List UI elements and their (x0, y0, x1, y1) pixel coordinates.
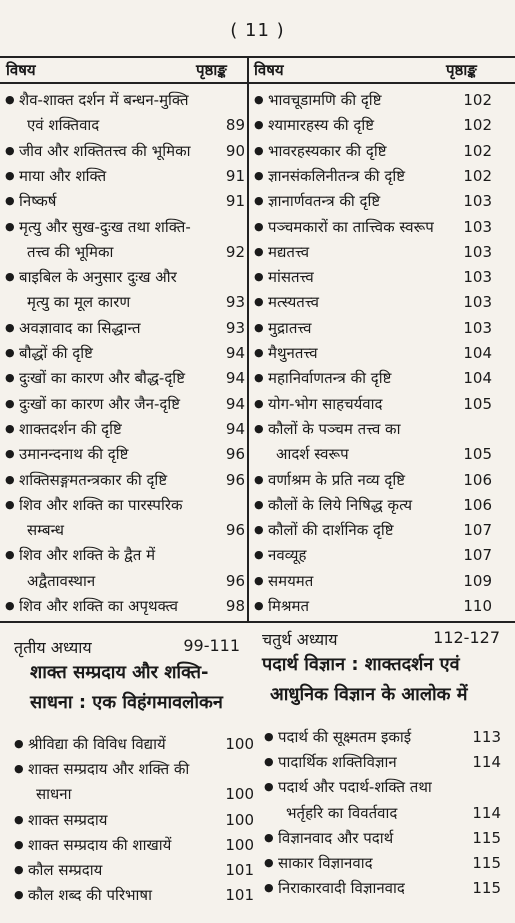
bullet-icon: ● (264, 780, 274, 794)
entry-page: 101 (225, 886, 254, 905)
entry-page: 107 (463, 546, 492, 565)
bullet-icon: ● (5, 270, 15, 284)
entry-page: 93 (225, 293, 245, 312)
entry-text: पदार्थ की सूक्ष्मतम इकाई (278, 728, 412, 746)
entry-page: 109 (463, 571, 492, 590)
entry-page: 102 (463, 91, 492, 109)
bullet-icon: ● (254, 143, 264, 157)
entry-text: शिव और शक्ति का अपृथक्त्व (19, 597, 178, 615)
entry-page: 103 (463, 293, 492, 312)
entry-text: बाइबिल के अनुसार दुःख और (19, 268, 177, 287)
entry-page: 107 (463, 521, 492, 540)
entry-page: 113 (472, 728, 501, 746)
entry-text: मिश्रमत (268, 597, 309, 615)
entry-text: दुःखों का कारण और बौद्ध-दृष्टि (19, 369, 185, 388)
bullet-icon: ● (5, 168, 15, 182)
header-top-rule (0, 56, 515, 58)
bullet-icon: ● (254, 346, 264, 359)
entry-page: 106 (463, 470, 492, 489)
entry-text: समयमत (268, 571, 314, 590)
entry-text: पादार्थिक शक्तिविज्ञान (278, 753, 397, 772)
entry-page: 105 (463, 445, 492, 464)
entry-text: ज्ञानसंकलिनीतन्त्र की दृष्टि (268, 166, 406, 185)
bullet-icon: ● (14, 762, 24, 776)
entry-page: 93 (225, 318, 245, 337)
bullet-icon: ● (5, 93, 15, 106)
entry-page: 94 (225, 394, 245, 413)
entry-text: नवव्यूह (268, 546, 307, 565)
bullet-icon: ● (5, 346, 15, 359)
entry-text: शक्तिसङ्गमतन्त्रकार की दृष्टि (19, 470, 168, 489)
bullet-icon: ● (5, 371, 15, 385)
bullet-icon: ● (254, 93, 264, 106)
bullet-icon: ● (264, 755, 274, 769)
bullet-icon: ● (5, 447, 15, 461)
bullet-icon: ● (254, 573, 264, 587)
entry-page: 105 (463, 394, 492, 413)
section-divider-rule (0, 621, 515, 623)
entry-text: शिव और शक्ति के द्वैत में (19, 546, 156, 565)
entry-text: महानिर्वाणतन्त्र की दृष्टि (268, 369, 392, 388)
entry-text: भर्तृहरि का विवर्तवाद (286, 803, 398, 822)
bullet-icon: ● (254, 194, 264, 208)
entry-page: 114 (472, 803, 501, 822)
chapter3-page-range: 99-111 (183, 636, 240, 655)
entry-page: 102 (463, 166, 492, 185)
bullet-icon: ● (14, 837, 24, 851)
entry-text: पदार्थ और पदार्थ-शक्ति तथा (278, 778, 432, 797)
entry-page: 89 (225, 116, 245, 135)
bullet-icon: ● (5, 421, 15, 435)
entry-page: 98 (225, 597, 245, 615)
entry-text: जीव और शक्तितत्त्व की भूमिका (19, 141, 191, 160)
chapter3-heading (14, 636, 240, 658)
entry-text: ज्ञानार्णवतन्त्र की दृष्टि (268, 192, 381, 211)
entry-page: 100 (225, 810, 254, 829)
entry-page: 101 (225, 861, 254, 879)
bullet-icon: ● (254, 548, 264, 562)
entry-page: 91 (225, 166, 245, 185)
entry-page: 103 (463, 318, 492, 337)
entry-page: 114 (472, 753, 501, 772)
bullet-icon: ● (254, 219, 264, 233)
bullet-icon: ● (264, 730, 274, 743)
entry-page: 106 (463, 495, 492, 514)
entry-page: 115 (472, 828, 501, 847)
bullet-icon: ● (5, 497, 15, 511)
bullet-icon: ● (254, 421, 264, 435)
entry-page: 94 (225, 344, 245, 362)
entry-page: 90 (225, 141, 245, 160)
entry-text: श्यामारहस्य की दृष्टि (268, 116, 375, 135)
bullet-icon: ● (5, 396, 15, 410)
column-divider (247, 58, 249, 623)
entry-text: निष्कर्ष (19, 192, 57, 211)
entry-text: अवज्ञावाद का सिद्धान्त (19, 318, 141, 337)
bullet-icon: ● (254, 371, 264, 385)
entry-page: 96 (225, 571, 245, 590)
entry-text: उमानन्दनाथ की दृष्टि (19, 445, 129, 464)
bullet-icon: ● (254, 396, 264, 410)
entry-text: विज्ञानवाद और पदार्थ (278, 828, 394, 847)
header-page-right: पृष्ठाङ्क (446, 61, 477, 79)
entry-text: मांसतत्त्व (268, 268, 314, 287)
entry-text: मुद्रातत्त्व (268, 318, 312, 337)
bullet-icon: ● (5, 320, 15, 334)
header-page-left: पृष्ठाङ्क (196, 61, 227, 79)
entry-page: 102 (463, 116, 492, 135)
entry-text: दुःखों का कारण और जैन-दृष्टि (19, 394, 180, 413)
header-subject-left: विषय (6, 61, 36, 79)
entry-text: मृत्यु का मूल कारण (27, 293, 131, 312)
bullet-icon: ● (254, 472, 264, 486)
chapter3-title-line2: साधना : एक विहंगमावलोकन (30, 692, 223, 713)
chapter4-heading (262, 628, 500, 650)
entry-page: 110 (463, 597, 492, 615)
bullet-icon: ● (254, 270, 264, 284)
entry-text: मद्यतत्त्व (268, 242, 310, 261)
entry-text: साकार विज्ञानवाद (278, 854, 373, 872)
bullet-icon: ● (264, 856, 274, 869)
entry-text: कौलों के पञ्चम तत्त्व का (268, 419, 401, 438)
entry-page: 103 (463, 192, 492, 211)
entry-text: वर्णाश्रम के प्रति नव्य दृष्टि (268, 470, 405, 489)
bullet-icon: ● (254, 320, 264, 334)
entry-text: शैव-शाक्त दर्शन में बन्धन-मुक्ति (19, 91, 189, 109)
entry-page: 91 (225, 192, 245, 211)
entry-text: निराकारवादी विज्ञानवाद (278, 879, 405, 898)
entry-text: श्रीविद्या की विविध विद्यायें (28, 735, 166, 753)
bullet-icon: ● (264, 881, 274, 895)
entry-page: 100 (225, 785, 254, 804)
entry-text: सम्बन्ध (27, 521, 64, 540)
entry-text: शिव और शक्ति का पारस्परिक (19, 495, 183, 514)
entry-text: तत्त्व की भूमिका (27, 242, 114, 261)
chapter4-title-line1: पदार्थ विज्ञान : शाक्तदर्शन एवं (262, 654, 460, 675)
entry-page: 103 (463, 268, 492, 287)
entry-text: एवं शक्तिवाद (27, 116, 100, 135)
entry-text: पञ्चमकारों का तात्त्विक स्वरूप (268, 217, 434, 236)
bullet-icon: ● (14, 863, 24, 876)
entry-text: मृत्यु और सुख-दुःख तथा शक्ति- (19, 217, 191, 236)
entry-text: माया और शक्ति (19, 166, 107, 185)
entry-page: 115 (472, 854, 501, 872)
bullet-icon: ● (5, 548, 15, 562)
chapter4-label: चतुर्थ अध्याय (262, 630, 338, 649)
bullet-icon: ● (14, 888, 24, 902)
entry-text: भावचूडामणि की दृष्टि (268, 91, 382, 109)
bullet-icon: ● (254, 244, 264, 258)
entry-page: 100 (225, 835, 254, 854)
entry-text: कौल सम्प्रदाय (28, 861, 103, 879)
bullet-icon: ● (254, 295, 264, 309)
bullet-icon: ● (5, 472, 15, 486)
entry-page: 103 (463, 242, 492, 261)
entry-text: शाक्त सम्प्रदाय और शक्ति की (28, 760, 190, 779)
entry-text: शाक्त सम्प्रदाय (28, 810, 108, 829)
bullet-icon: ● (5, 599, 15, 612)
bullet-icon: ● (254, 523, 264, 537)
bullet-icon: ● (5, 219, 15, 233)
bullet-icon: ● (5, 194, 15, 208)
entry-page: 102 (463, 141, 492, 160)
entry-text: मत्स्यतत्त्व (268, 293, 319, 312)
entry-page: 96 (225, 470, 245, 489)
bullet-icon: ● (14, 812, 24, 826)
entry-text: शाक्तदर्शन की दृष्टि (19, 419, 122, 438)
entry-page: 96 (225, 445, 245, 464)
entry-text: योग-भोग साहचर्यवाद (268, 394, 383, 413)
entry-text: बौद्धों की दृष्टि (19, 344, 93, 362)
entry-text: अद्वैतावस्थान (27, 571, 96, 590)
bullet-icon: ● (5, 143, 15, 157)
chapter3-title-line1: शाक्त सम्प्रदाय और शक्ति- (30, 662, 209, 683)
entry-page: 94 (225, 419, 245, 438)
entry-page: 92 (225, 242, 245, 261)
chapter3-label: तृतीय अध्याय (14, 638, 92, 657)
header-subject-right: विषय (254, 61, 284, 79)
entry-text: भावरहस्यकार की दृष्टि (268, 141, 387, 160)
header-bottom-rule (0, 82, 515, 84)
entry-text: मैथुनतत्त्व (268, 344, 318, 362)
bullet-icon: ● (254, 599, 264, 612)
entry-page: 104 (463, 369, 492, 388)
entry-page: 96 (225, 521, 245, 540)
page-number: ( 11 ) (230, 20, 285, 41)
entry-text: शाक्त सम्प्रदाय की शाखायें (28, 835, 172, 854)
chapter4-page-range: 112-127 (433, 628, 500, 647)
chapter4-title-line2: आधुनिक विज्ञान के आलोक में (270, 684, 468, 705)
entry-text: साधना (36, 785, 72, 804)
entry-page: 104 (463, 344, 492, 362)
entry-page: 100 (225, 735, 254, 753)
bullet-icon: ● (254, 497, 264, 511)
entry-page: 103 (463, 217, 492, 236)
entry-text: आदर्श स्वरूप (276, 445, 349, 464)
entry-text: कौलों की दार्शनिक दृष्टि (268, 521, 394, 540)
entry-text: कौल शब्द की परिभाषा (28, 886, 152, 905)
bullet-icon: ● (254, 118, 264, 132)
bullet-icon: ● (254, 168, 264, 182)
entry-text: कौलों के लिये निषिद्ध कृत्य (268, 495, 413, 514)
entry-page: 94 (225, 369, 245, 388)
bullet-icon: ● (264, 830, 274, 844)
bullet-icon: ● (14, 737, 24, 750)
entry-page: 115 (472, 879, 501, 898)
